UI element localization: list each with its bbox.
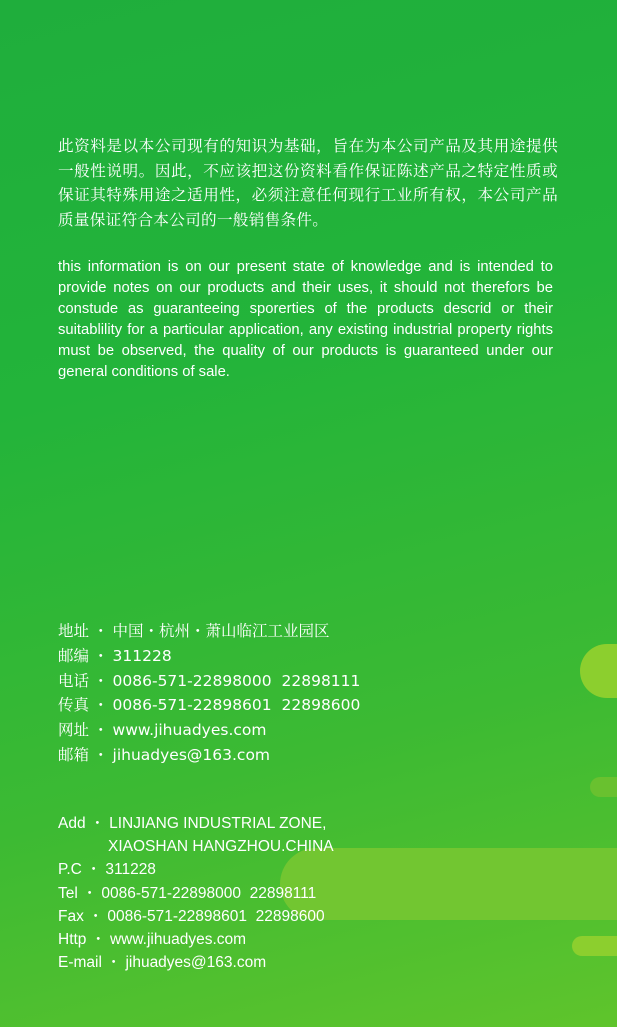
fax-label: 传真 xyxy=(58,696,90,715)
tel-value: 0086-571-22898000 22898111 xyxy=(101,884,317,902)
fax-row-en xyxy=(58,905,334,928)
decorative-pill-top-right xyxy=(580,644,617,698)
email-row-en xyxy=(58,951,334,974)
separator-dot: ・ xyxy=(93,646,109,665)
address-line-1: LINJIANG INDUSTRIAL ZONE, xyxy=(109,815,327,832)
tel-label: Tel xyxy=(58,884,78,902)
separator-dot: ・ xyxy=(105,954,122,972)
http-label: Http xyxy=(58,931,87,949)
fax-value: 0086-571-22898601 22898600 xyxy=(112,696,361,715)
address-value: 中国・杭州・萧山临江工业园区 xyxy=(112,622,330,640)
separator-dot: ・ xyxy=(93,721,109,740)
disclaimer-english: this information is on our present state of knowledge and is intended to provide notes on our products and their uses, it should not therefors be constude as guaranteeing sporerties of the products descrid or their suitablility for a particular application, any existing industrial property rights must be observed, the quality of our products is guaranteed under our general conditions of sale. xyxy=(58,259,553,380)
email-link[interactable]: jihuadyes@163.com xyxy=(112,745,271,764)
address-label: 地址 xyxy=(58,622,90,640)
phone-row-cn xyxy=(58,669,360,694)
contact-info-english xyxy=(58,812,334,974)
phone-value: 0086-571-22898000 22898111 xyxy=(112,671,361,690)
email-label: 邮箱 xyxy=(58,745,90,764)
separator-dot: ・ xyxy=(87,907,104,925)
phone-label: 电话 xyxy=(58,671,90,690)
tel-row-en xyxy=(58,882,334,905)
address-line-2: XIAOSHAN HANGZHOU.CHINA xyxy=(108,838,334,856)
website-link[interactable]: www.jihuadyes.com xyxy=(112,721,267,740)
separator-dot: ・ xyxy=(93,622,109,640)
fax-value: 0086-571-22898601 22898600 xyxy=(107,907,325,925)
website-link[interactable]: www.jihuadyes.com xyxy=(109,931,247,949)
postcode-label: P.C xyxy=(58,861,82,879)
decorative-pill-small xyxy=(590,777,617,797)
separator-dot: ・ xyxy=(90,931,106,949)
address-row-en xyxy=(58,812,334,835)
separator-dot: ・ xyxy=(81,884,98,902)
website-row-cn xyxy=(58,718,360,743)
address-row-en-line2 xyxy=(58,835,334,858)
address-label: Add xyxy=(58,815,86,832)
disclaimer-chinese: 此资料是以本公司现有的知识为基础，旨在为本公司产品及其用途提供一般性说明。因此，不应该把这份资料看作保证陈述产品之特定性质或保证其特殊用途之适用性，必须注意任何现行工业所有权，本公司产品质量保证符合本公司的一般销售条件。 xyxy=(58,137,558,229)
separator-dot: ・ xyxy=(89,815,106,832)
fax-row-cn xyxy=(58,693,360,718)
email-row-cn xyxy=(58,743,360,768)
contact-info-chinese xyxy=(58,619,360,768)
separator-dot: ・ xyxy=(93,745,109,764)
separator-dot: ・ xyxy=(85,861,102,879)
address-row-cn xyxy=(58,619,360,644)
postcode-label: 邮编 xyxy=(58,646,90,665)
website-label: 网址 xyxy=(58,721,90,740)
postcode-value: 311228 xyxy=(112,646,172,665)
http-row-en xyxy=(58,928,334,951)
fax-label: Fax xyxy=(58,907,84,925)
email-link[interactable]: jihuadyes@163.com xyxy=(125,954,267,972)
separator-dot: ・ xyxy=(93,671,109,690)
postcode-row-en xyxy=(58,858,334,881)
postcode-value: 311228 xyxy=(105,861,156,879)
separator-dot: ・ xyxy=(93,696,109,715)
email-label: E-mail xyxy=(58,954,102,972)
decorative-pill-bottom-right xyxy=(572,936,617,956)
postcode-row-cn xyxy=(58,644,360,669)
